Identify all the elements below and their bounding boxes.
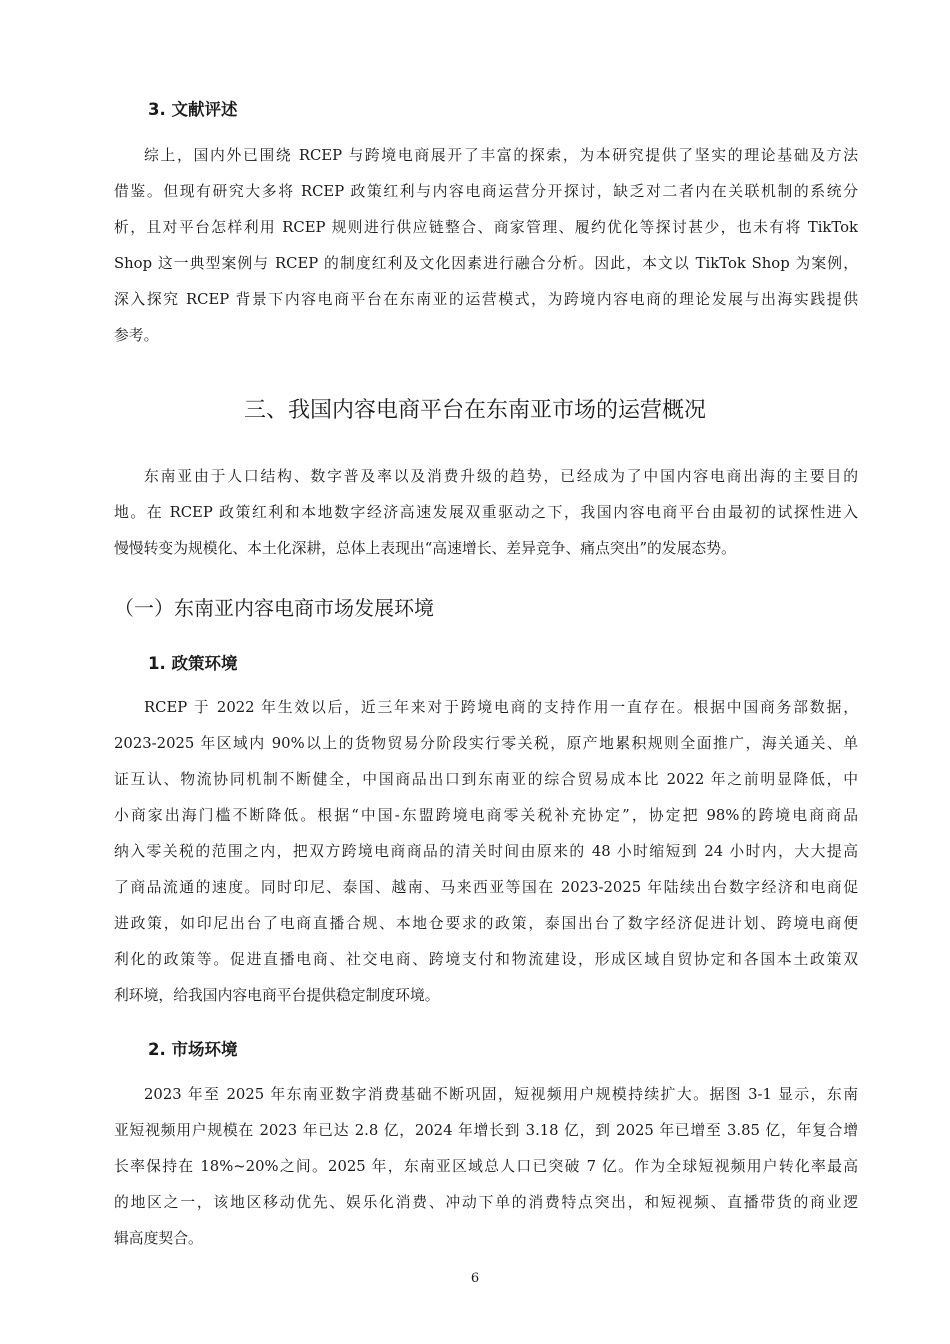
paragraph-line: RCEP 于 2022 年生效以后，近三年来对于跨境电商的支持作用一直存在。根据中国商务部数据， [144,699,858,716]
paragraph-line: Shop 这一典型案例与 RCEP 的制度红利及文化因素进行融合分析。因此，本文以 TikTok Shop 为案例， [114,255,858,272]
paragraph-line: 2023 年至 2025 年东南亚数字消费基础不断巩固，短视频用户规模持续扩大。据图 3-1 显示，东南 [144,1086,858,1103]
paragraph-line: 长率保持在 18%~20%之间。2025 年，东南亚区域总人口已突破 7 亿。作为全球短视频用户转化率最高 [114,1158,858,1175]
chapter-title: 三、我国内容电商平台在东南亚市场的运营概况 [243,398,706,423]
paragraph-line: 深入探究 RCEP 背景下内容电商平台在东南亚的运营模式，为跨境内容电商的理论发展与出海实践提供 [114,291,858,308]
section-title: （一）东南亚内容电商市场发展环境 [114,596,434,620]
heading-policy-environment: 1. 政策环境 [148,654,238,673]
heading-market-environment: 2. 市场环境 [148,1040,238,1059]
heading-literature-review: 3. 文献评述 [148,100,238,119]
paragraph-line: 辑高度契合。 [114,1230,203,1247]
paragraph-line: 利环境，给我国内容电商平台提供稳定制度环境。 [114,987,440,1004]
paragraph-line: 借鉴。但现有研究大多将 RCEP 政策红利与内容电商运营分开探讨，缺乏对二者内在关联机制的系统分 [114,183,858,200]
paragraph-line: 析，且对平台怎样利用 RCEP 规则进行供应链整合、商家管理、履约优化等探讨甚少，也未有将 TikTok [114,219,858,236]
paragraph-line: 了商品流通的速度。同时印尼、泰国、越南、马来西亚等国在 2023-2025 年陆续出台数字经济和电商促 [114,879,858,896]
paragraph-line: 2023-2025 年区域内 90%以上的货物贸易分阶段实行零关税，原产地累积规则全面推广，海关通关、单 [114,735,858,752]
page-number: 6 [470,1271,480,1286]
paragraph-line: 亚短视频用户规模在 2023 年已达 2.8 亿，2024 年增长到 3.18 亿，到 2025 年已增至 3.85 亿，年复合增 [114,1122,858,1139]
paragraph-line: 纳入零关税的范围之内，把双方跨境电商商品的清关时间由原来的 48 小时缩短到 24 小时内，大大提高 [114,843,858,860]
paragraph-line: 综上，国内外已围绕 RCEP 与跨境电商展开了丰富的探索，为本研究提供了坚实的理论基础及方法 [144,147,858,164]
paragraph-line: 小商家出海门槛不断降低。根据“中国-东盟跨境电商零关税补充协定”，协定把 98%的跨境电商商品 [114,807,858,824]
paragraph-line: 参考。 [114,327,159,344]
paragraph-line: 利化的政策等。促进直播电商、社交电商、跨境支付和物流建设，形成区域自贸协定和各国本土政策双 [114,951,858,968]
paragraph-line: 的地区之一，该地区移动优先、娱乐化消费、冲动下单的消费特点突出，和短视频、直播带货的商业逻 [114,1194,858,1211]
paragraph-line: 慢慢转变为规模化、本土化深耕，总体上表现出“高速增长、差异竞争、痛点突出”的发展态势。 [114,540,736,557]
paragraph-line: 进政策，如印尼出台了电商直播合规、本地仓要求的政策，泰国出台了数字经济促进计划、跨境电商便 [114,915,858,932]
paragraph-line: 东南亚由于人口结构、数字普及率以及消费升级的趋势，已经成为了中国内容电商出海的主要目的 [144,468,858,485]
paragraph-line: 证互认、物流协同机制不断健全，中国商品出口到东南亚的综合贸易成本比 2022 年之前明显降低，中 [114,771,858,788]
paragraph-line: 地。在 RCEP 政策红利和本地数字经济高速发展双重驱动之下，我国内容电商平台由最初的试探性进入 [114,504,858,521]
